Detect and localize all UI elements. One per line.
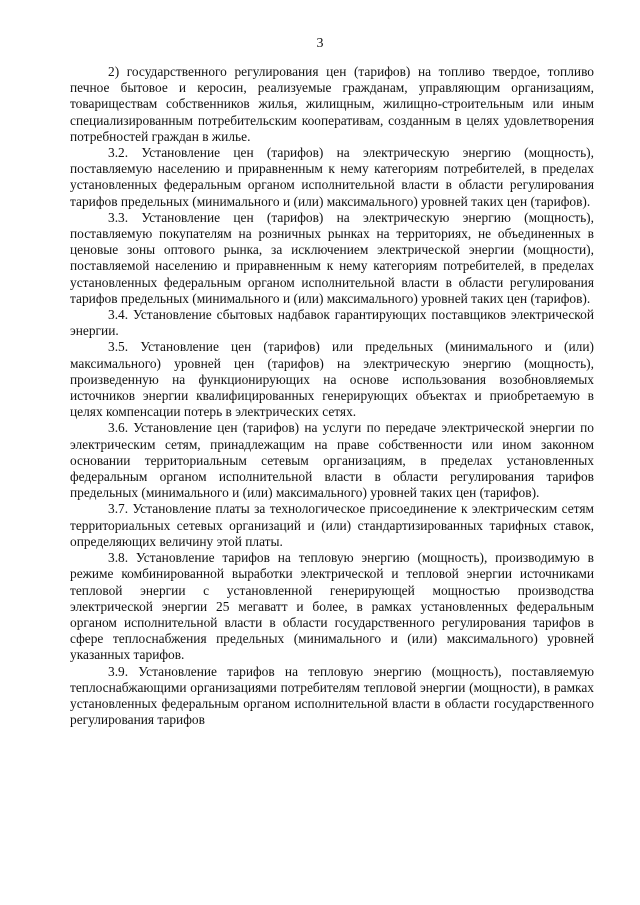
document-body bbox=[70, 64, 594, 728]
paragraph-3-8: 3.8. Установление тарифов на тепловую энергию (мощность), производимую в режиме комбинированной выработки электрической и тепловой энергии источниками тепловой энергии с установленной генерирующей мощностью производства электрической энергии 25 мегаватт и более, в рамках установленных федеральным органом исполнительной власти в области государственного регулирования тарифов в сфере теплоснабжения предельных (минимального и (или) максимального) уровней указанных тарифов. bbox=[70, 550, 594, 663]
paragraph-3-9: 3.9. Установление тарифов на тепловую энергию (мощность), поставляемую теплоснабжающими организациями потребителям тепловой энергии (мощности), в рамках установленных федеральным органом исполнительной власти в области государственного регулирования тарифов bbox=[70, 663, 594, 728]
paragraph-3-3: 3.3. Установление цен (тарифов) на электрическую энергию (мощность), поставляемую покупателям на розничных рынках на территориях, не объединенных в ценовые зоны оптового рынка, за исключением электрической энергии (мощности), поставляемой населению и приравненным к нему категориям потребителей, в пределах установленных федеральным органом исполнительной власти в области регулирования тарифов предельных (минимального и (или) максимального) уровней таких цен (тарифов). bbox=[70, 209, 594, 306]
paragraph-3-4: 3.4. Установление сбытовых надбавок гарантирующих поставщиков электрической энергии. bbox=[70, 307, 594, 339]
paragraph-3-6: 3.6. Установление цен (тарифов) на услуги по передаче электрической энергии по электрическим сетям, принадлежащим на праве собственности или ином законном основании территориальным сетевым организациям, в пределах установленных федеральным органом исполнительной власти в области регулирования тарифов предельных (минимального и (или) максимального) уровней таких цен (тарифов). bbox=[70, 420, 594, 501]
paragraph-3-2: 3.2. Установление цен (тарифов) на электрическую энергию (мощность), поставляемую населению и приравненным к нему категориям потребителей, в пределах установленных федеральным органом исполнительной власти в области регулирования тарифов предельных (минимального и (или) максимального) уровней таких цен (тарифов). bbox=[70, 145, 594, 209]
paragraph-3-5: 3.5. Установление цен (тарифов) или предельных (минимального и (или) максимального) уровней цен (тарифов) на электрическую энергию (мощность), произведенную на функционирующих на основе использования возобновляемых источников энергии квалифицированных генерирующих объектах и приобретаемую в целях компенсации потерь в электрических сетях. bbox=[70, 339, 594, 420]
paragraph-item-2: 2) государственного регулирования цен (тарифов) на топливо твердое, топливо печное бытовое и керосин, реализуемые гражданам, управляющим организациям, товариществам собственников жилья, жилищным, жилищно-строительным или иным специализированным потребительским кооперативам, созданным в целях удовлетворения потребностей граждан в жилье. bbox=[70, 64, 594, 144]
paragraph-3-7: 3.7. Установление платы за технологическое присоединение к электрическим сетям территориальных сетевых организаций и (или) стандартизированных тарифных ставок, определяющих величину этой платы. bbox=[70, 501, 594, 549]
page-number: 3 bbox=[316, 36, 324, 51]
